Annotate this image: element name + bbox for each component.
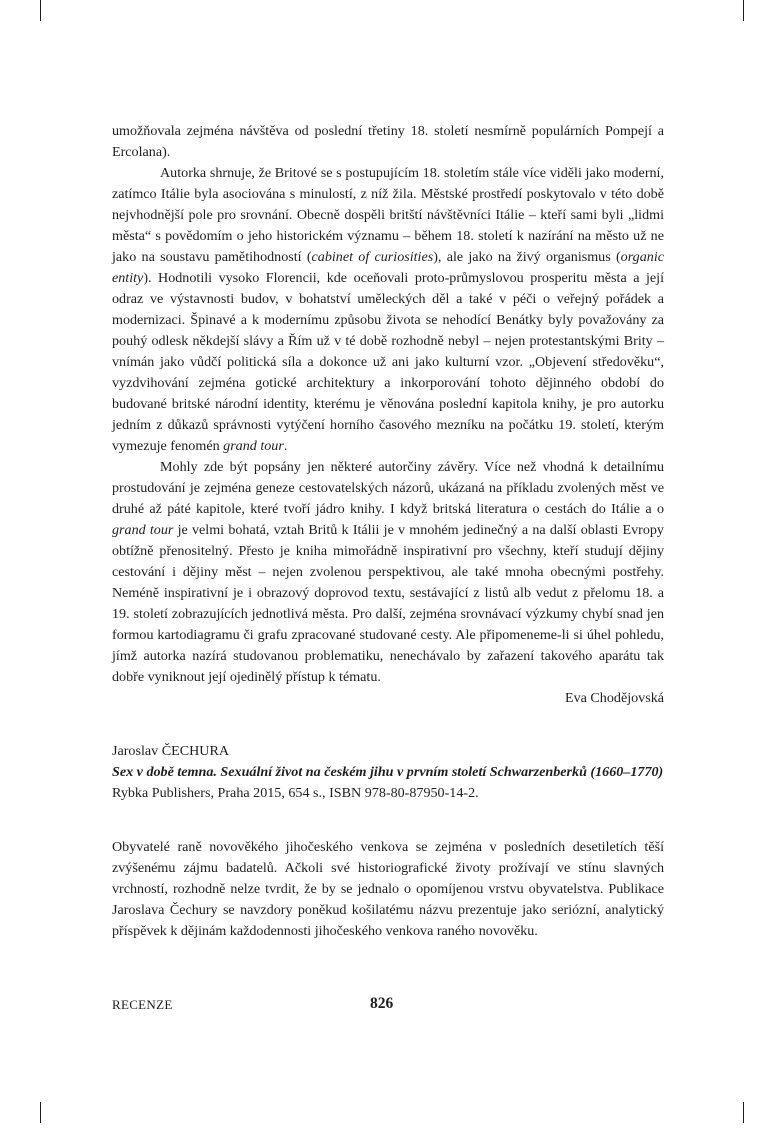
author-last-name: ČECHURA [161,743,230,759]
author-first-name: Jaroslav [112,743,159,759]
crop-mark-top-right [743,0,744,21]
publication-details: Rybka Publishers, Praha 2015, 654 s., ISBN 978-80-87950-14-2. [112,785,479,801]
paragraph-evaluation: Mohly zde být popsány jen některé autorčiny závěry. Více než vhodná k detailnímu prostudování je zejména geneze cestovatelských názorů, ukázaná na příkladu zvolených měst ve druhé až páté kapitole, které tvoří jádro knihy. I když britská literatura o cestách do Itálie a o grand tour je velmi bohatá, vztah Britů k Itálii je v mnohém jedinečný a na další oblasti Evropy obtížně přenositelný. Přesto je kniha mimořádně inspirativní pro všechny, kteří studují dějiny cestování i dějiny měst – nejen zvolenou perspektivou, ale také mnoha obecnými postřehy. Neméně inspirativní je i obrazový doprovod textu, sestávající z listů alb vedut z přelomu 18. a 19. století zobrazujících jednotlivá města. Pro další, zejména srovnávací výzkumy chybí snad jen formou kartodiagramu či grafu zpracované studované cesty. Ale připomeneme-li si úhel pohledu, jímž autorka nazírá studovanou problematiku, nenechávalo by zařazení takového aparátu tak dobře vyniknout její ojedinělý přístup k tématu. [112,459,664,685]
reviewer-signature: Eva Chodějovská [564,690,664,706]
book-title: Sex v době temna. Sexuální život na českém jihu v prvním století Schwarzenberků (1660–1770) [112,764,664,780]
review-heading [112,741,664,804]
crop-mark-bottom-right [743,1102,744,1123]
section-label: RECENZE [112,997,173,1012]
review-body [112,837,664,942]
page-number: 826 [370,995,394,1012]
crop-mark-bottom-left [40,1102,41,1123]
paragraph-summary: Autorka shrnuje, že Britové se s postupujícím 18. stoletím stále více viděli jako moderní, zatímco Itálie byla asociována s minulostí, z níž žila. Městské prostředí poskytovalo v této době nejvhodnější pole pro srovnání. Obecně dospěli britští návštěvníci Itálie – kteří sami byli „lidmi města“ s povědomím o jeho historickém významu – během 18. století k nazírání na město už ne jako na soustavu pamětihodností (cabinet of curiosities), ale jako na živý organismus (organic entity). Hodnotili vysoko Florencii, kde oceňovali proto-průmyslovou prosperitu města a její odraz ve výstavnosti budov, v bohatství uměleckých děl a také v péči o veřejný pořádek a modernizaci. Špinavé a k modernímu způsobu života se nehodící Benátky byly považovány za pouhý odlesk někdejší slávy a Řím už v té době rozhodně nebyl – nejen protestantskými Brity – vnímán jako vůdčí politická síla a dokonce už ani jako kulturní vzor. „Objevení středověku“, vyzdvihování zejména gotické architektury a inkorporování tohoto dějinného období do budované britské národní identity, kterému je věnována poslední kapitola knihy, je pro autorku jedním z důkazů správnosti vytýčení horního časového mezníku na počátku 19. století, kterým vymezuje fenomén grand tour. [112,165,664,454]
paragraph-opening: umožňovala zejména návštěva od poslední třetiny 18. století nesmírně populárních Pompejí a Ercolana). [112,123,664,160]
book-author [112,741,664,762]
review-continuation [112,121,664,709]
paragraph-intro: Obyvatelé raně novověkého jihočeského venkova se zejména v posledních desetiletích těší zvýšenému zájmu badatelů. Ačkoli své historiografické životy prožívají ve stínu slavných vrchností, rozhodně nelze tvrdit, že by se jednalo o opomíjenou vrstvu obyvatelstva. Publikace Jaroslava Čechury se navzdory poněkud košilatému názvu prezentuje jako seriózní, analytický příspěvek k dějinám každodennosti jihočeského venkova raného novověku. [112,839,664,939]
crop-mark-top-left [40,0,41,21]
